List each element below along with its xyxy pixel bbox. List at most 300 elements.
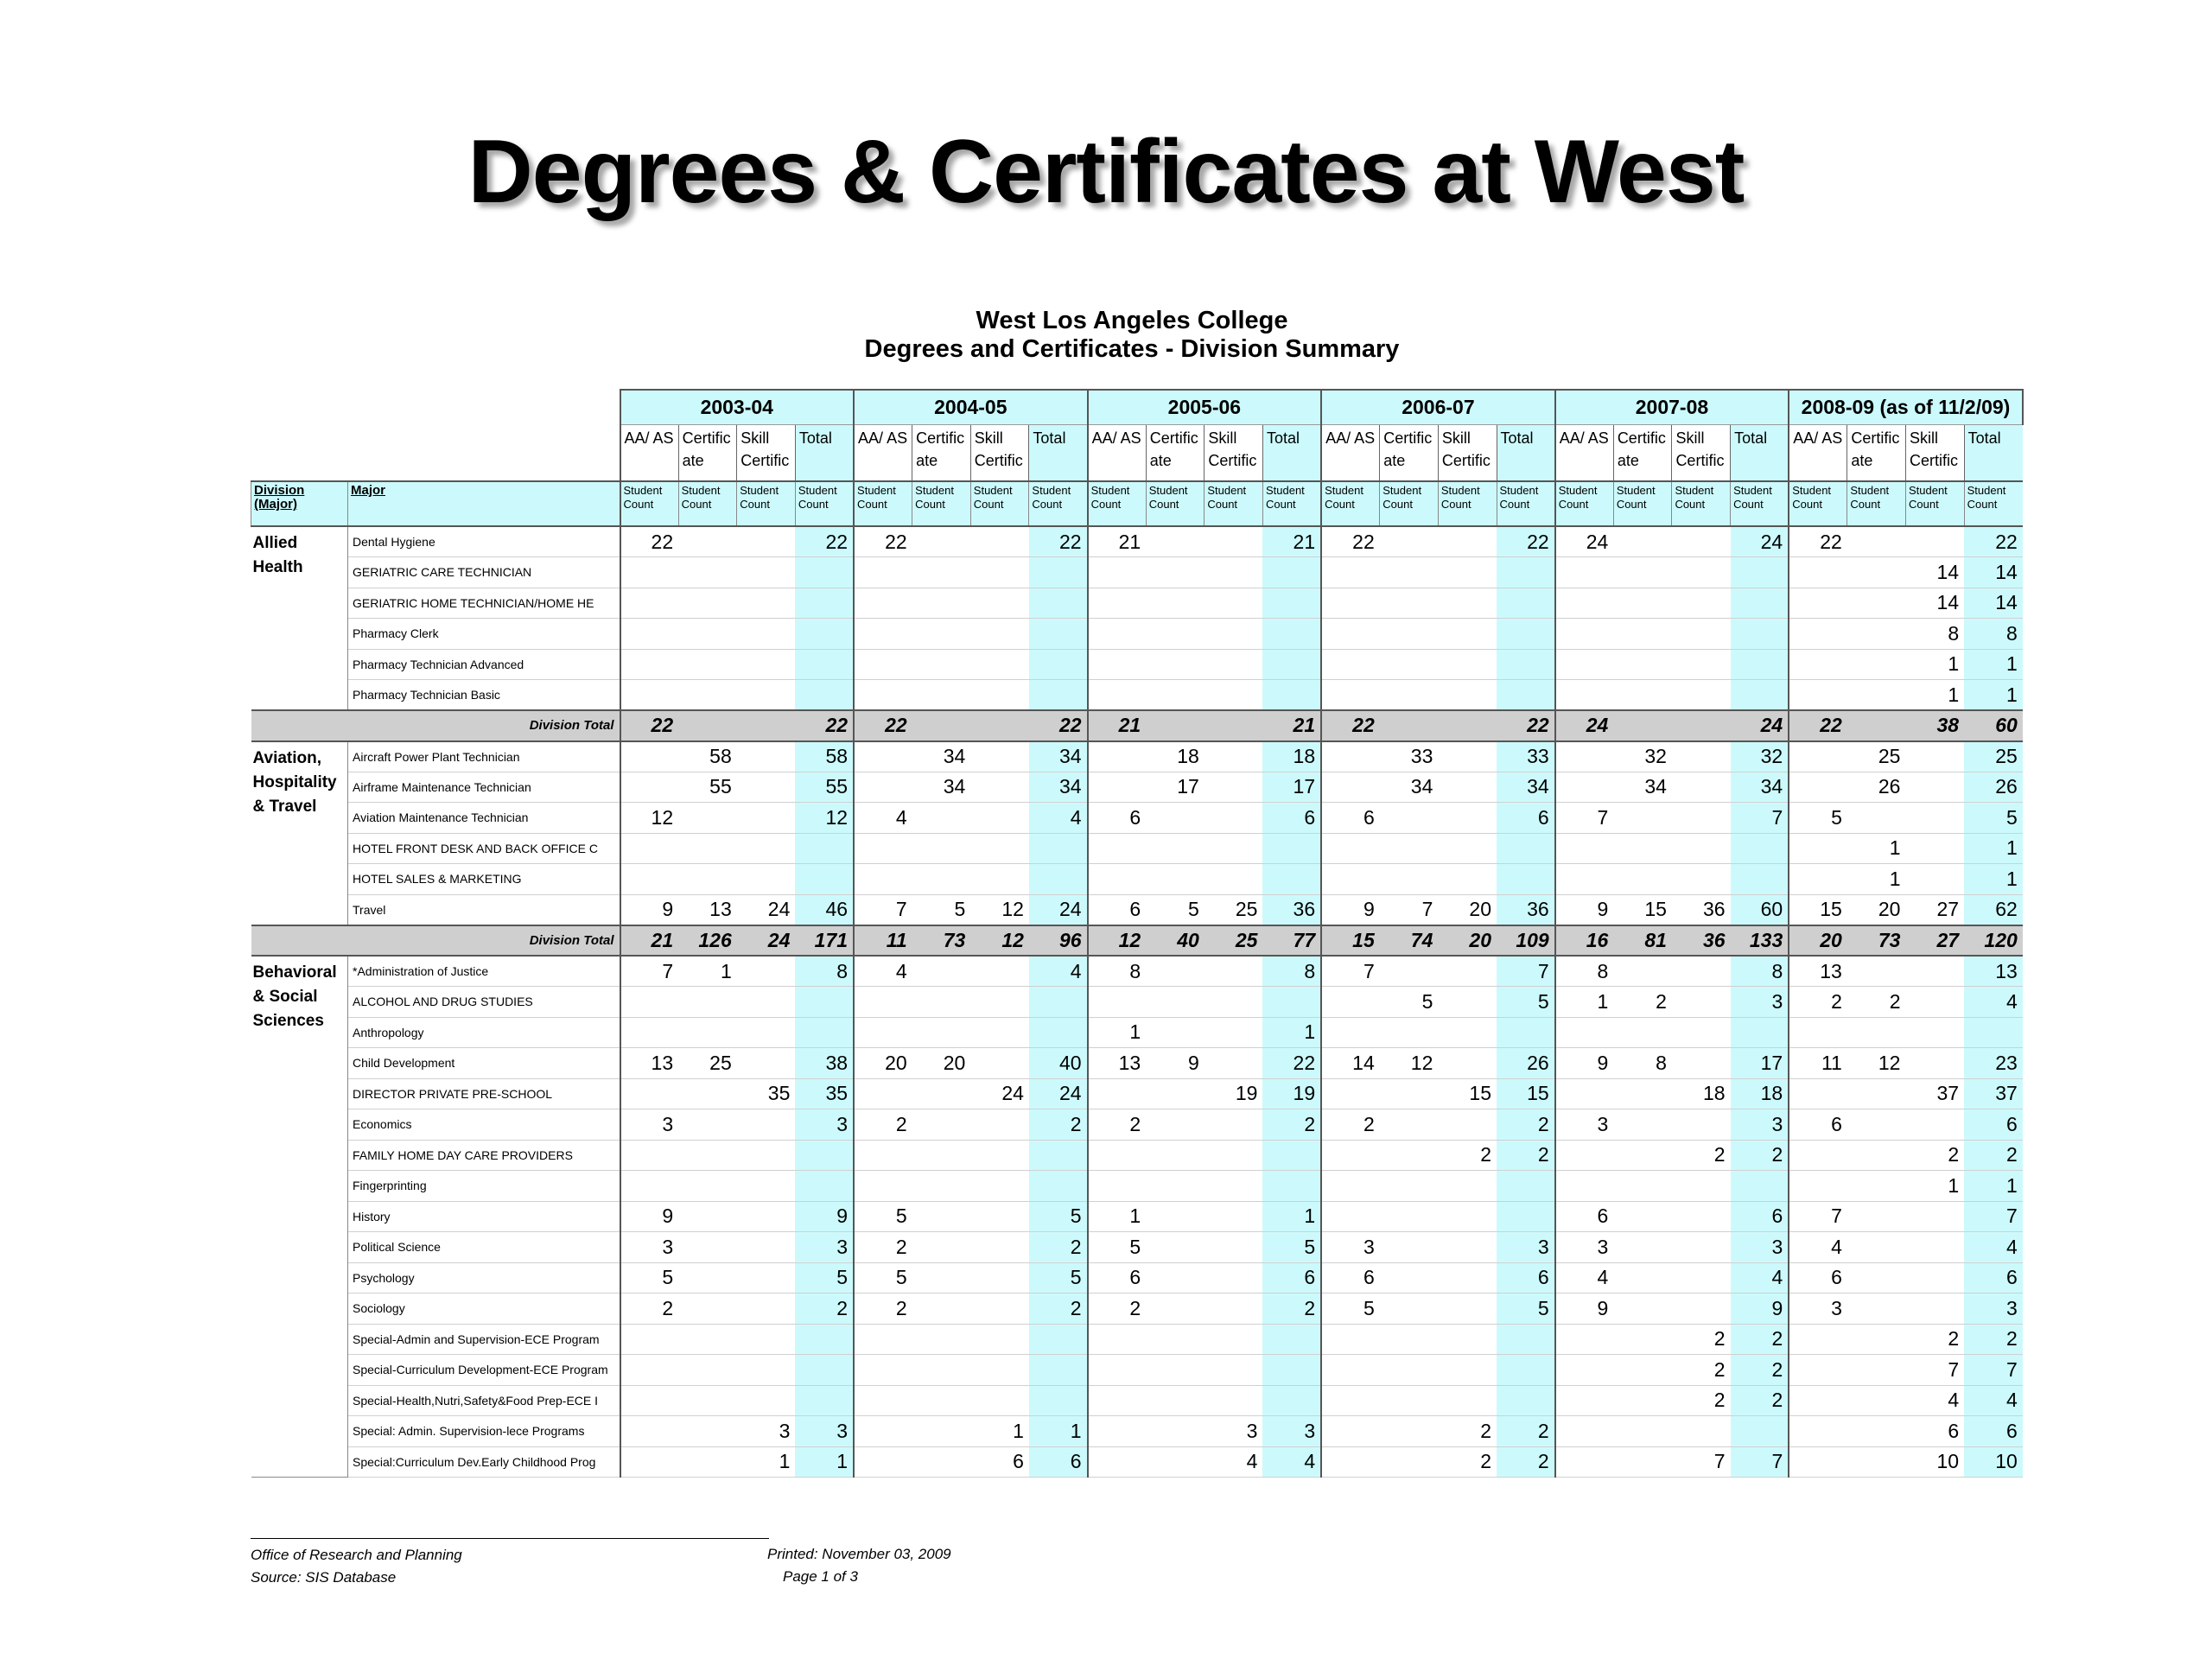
award-type-header: Skill Certific: [1905, 424, 1964, 481]
total-cell: [795, 833, 854, 864]
division-total-cell: 15: [1321, 925, 1380, 957]
total-cell: 1: [1964, 680, 2023, 711]
count-cell: [678, 1171, 737, 1202]
count-cell: [1613, 1262, 1672, 1294]
total-cell: 1: [1029, 1416, 1088, 1447]
division-total-cell: 60: [1964, 710, 2023, 741]
count-cell: [620, 680, 679, 711]
count-cell: [1380, 864, 1439, 895]
count-cell: [1905, 1048, 1964, 1079]
division-name: Behavioral & Social Sciences: [251, 956, 348, 1478]
count-cell: [1905, 1262, 1964, 1294]
major-name: Dental Hygiene: [348, 526, 620, 557]
count-cell: [1905, 741, 1964, 772]
total-cell: 3: [795, 1109, 854, 1141]
count-cell: [854, 649, 912, 680]
total-cell: 1: [1964, 1171, 2023, 1202]
count-cell: 24: [1555, 526, 1614, 557]
count-cell: 6: [1321, 803, 1380, 834]
total-cell: [1731, 619, 1789, 650]
count-cell: 27: [1905, 894, 1964, 925]
total-cell: 6: [1497, 1262, 1555, 1294]
total-cell: [1497, 588, 1555, 619]
count-cell: [1088, 741, 1147, 772]
count-cell: 37: [1905, 1078, 1964, 1109]
count-cell: [1205, 803, 1263, 834]
count-cell: 22: [1321, 526, 1380, 557]
total-cell: 40: [1029, 1048, 1088, 1079]
division-total-spacer: [251, 925, 348, 957]
count-cell: [1438, 1324, 1497, 1355]
total-cell: 7: [1964, 1355, 2023, 1386]
count-cell: 1: [1847, 833, 1906, 864]
table-row: [251, 803, 2023, 834]
count-cell: [620, 1446, 679, 1478]
count-cell: 6: [1555, 1201, 1614, 1232]
count-cell: [737, 772, 796, 803]
count-cell: [1613, 1017, 1672, 1048]
count-cell: 7: [1555, 803, 1614, 834]
count-cell: [1672, 1294, 1731, 1325]
table-row: [251, 1262, 2023, 1294]
count-cell: 35: [737, 1078, 796, 1109]
count-cell: [1438, 1385, 1497, 1416]
count-cell: 2: [1789, 987, 1847, 1018]
total-cell: 4: [1964, 987, 2023, 1018]
award-type-header: Skill Certific: [1438, 424, 1497, 481]
count-cell: [1847, 1109, 1906, 1141]
award-type-header: Skill Certific: [970, 424, 1029, 481]
count-cell: 2: [1438, 1416, 1497, 1447]
count-cell: [620, 649, 679, 680]
award-type-header: AA/ AS: [1555, 424, 1614, 481]
count-cell: [678, 1078, 737, 1109]
count-cell: [1613, 680, 1672, 711]
count-cell: 2: [1088, 1294, 1147, 1325]
count-cell: 5: [854, 1201, 912, 1232]
count-cell: [970, 1385, 1029, 1416]
total-cell: [1262, 557, 1321, 588]
major-name: Special-Health,Nutri,Safety&Food Prep-ECE I: [348, 1385, 620, 1416]
count-cell: [1146, 833, 1205, 864]
count-cell: [1146, 557, 1205, 588]
count-cell: [1905, 1109, 1964, 1141]
count-cell: [1380, 1385, 1439, 1416]
count-cell: [737, 557, 796, 588]
total-cell: 8: [1731, 956, 1789, 987]
count-cell: [970, 833, 1029, 864]
total-cell: 6: [1964, 1262, 2023, 1294]
count-cell: [1321, 833, 1380, 864]
count-cell: 2: [1905, 1140, 1964, 1171]
footer-print-info: [767, 1538, 951, 1588]
total-cell: 2: [1964, 1324, 2023, 1355]
division-total-cell: [678, 710, 737, 741]
total-cell: [1262, 1324, 1321, 1355]
count-cell: [620, 1324, 679, 1355]
student-count-header: Student Count: [1672, 481, 1731, 526]
count-cell: [1321, 1355, 1380, 1386]
table-row: [251, 1078, 2023, 1109]
award-type-header: Skill Certific: [1205, 424, 1263, 481]
count-cell: [1555, 1171, 1614, 1202]
count-cell: [737, 956, 796, 987]
total-cell: 4: [1964, 1385, 2023, 1416]
count-cell: [1672, 987, 1731, 1018]
count-cell: 15: [1613, 894, 1672, 925]
award-type-header: Certific ate: [678, 424, 737, 481]
count-cell: [1672, 1017, 1731, 1048]
count-cell: [1321, 1416, 1380, 1447]
count-cell: [1672, 1232, 1731, 1263]
count-cell: [678, 1140, 737, 1171]
count-cell: [1088, 680, 1147, 711]
count-cell: [678, 1017, 737, 1048]
table-row: [251, 619, 2023, 650]
count-cell: [1438, 649, 1497, 680]
total-cell: [795, 619, 854, 650]
count-cell: [1205, 1385, 1263, 1416]
count-cell: [1613, 1324, 1672, 1355]
count-cell: [1205, 1324, 1263, 1355]
total-cell: 6: [1964, 1416, 2023, 1447]
award-type-header: Certific ate: [1847, 424, 1906, 481]
table-row: [251, 1385, 2023, 1416]
count-cell: 14: [1321, 1048, 1380, 1079]
count-cell: 20: [1847, 894, 1906, 925]
count-cell: [970, 1324, 1029, 1355]
division-total-cell: 77: [1262, 925, 1321, 957]
count-cell: [1789, 557, 1847, 588]
count-cell: [678, 1385, 737, 1416]
count-cell: 1: [1088, 1017, 1147, 1048]
division-total-spacer: [251, 710, 348, 741]
count-cell: [1321, 987, 1380, 1018]
total-cell: 34: [1029, 772, 1088, 803]
major-name: GERIATRIC HOME TECHNICIAN/HOME HE: [348, 588, 620, 619]
count-cell: [1146, 1355, 1205, 1386]
count-cell: [854, 1385, 912, 1416]
total-cell: 2: [1731, 1355, 1789, 1386]
student-count-header: Student Count: [1438, 481, 1497, 526]
count-cell: [854, 1355, 912, 1386]
count-cell: [678, 526, 737, 557]
count-cell: [970, 1140, 1029, 1171]
major-name: Psychology: [348, 1262, 620, 1294]
division-total-cell: 16: [1555, 925, 1614, 957]
count-cell: [912, 1171, 971, 1202]
count-cell: [737, 1171, 796, 1202]
count-cell: [1672, 526, 1731, 557]
count-cell: [1438, 588, 1497, 619]
count-cell: 5: [1789, 803, 1847, 834]
total-cell: 58: [795, 741, 854, 772]
total-cell: 35: [795, 1078, 854, 1109]
count-cell: [912, 619, 971, 650]
count-cell: 6: [1321, 1262, 1380, 1294]
total-cell: 2: [1029, 1294, 1088, 1325]
table-row: [251, 772, 2023, 803]
student-count-header: Student Count: [1262, 481, 1321, 526]
count-cell: 4: [1905, 1385, 1964, 1416]
major-name: ALCOHOL AND DRUG STUDIES: [348, 987, 620, 1018]
count-cell: [737, 864, 796, 895]
count-cell: [1380, 588, 1439, 619]
count-cell: [1321, 1171, 1380, 1202]
major-name: *Administration of Justice: [348, 956, 620, 987]
total-cell: 4: [1964, 1232, 2023, 1263]
count-cell: 6: [1789, 1109, 1847, 1141]
total-cell: [1497, 680, 1555, 711]
division-total-cell: 73: [912, 925, 971, 957]
count-cell: [1613, 1416, 1672, 1447]
count-cell: [1380, 833, 1439, 864]
count-cell: [1672, 803, 1731, 834]
table-row: [251, 1324, 2023, 1355]
count-cell: 19: [1205, 1078, 1263, 1109]
count-cell: [737, 987, 796, 1018]
count-cell: [1847, 1446, 1906, 1478]
division-total-cell: [1613, 710, 1672, 741]
count-cell: [678, 987, 737, 1018]
total-cell: 5: [1964, 803, 2023, 834]
count-cell: [1088, 833, 1147, 864]
total-cell: [795, 557, 854, 588]
count-cell: [1146, 1416, 1205, 1447]
count-cell: [1088, 1385, 1147, 1416]
division-total-cell: [1847, 710, 1906, 741]
count-cell: [1205, 1017, 1263, 1048]
footer-page-number: Page 1 of 3: [783, 1568, 858, 1585]
major-name: Fingerprinting: [348, 1171, 620, 1202]
count-cell: [737, 1017, 796, 1048]
count-cell: 12: [1847, 1048, 1906, 1079]
total-cell: 26: [1964, 772, 2023, 803]
total-cell: [1731, 1017, 1789, 1048]
total-cell: [1731, 680, 1789, 711]
count-cell: [1847, 557, 1906, 588]
total-cell: [1964, 1017, 2023, 1048]
total-cell: 62: [1964, 894, 2023, 925]
count-cell: [1789, 588, 1847, 619]
total-cell: 15: [1497, 1078, 1555, 1109]
count-cell: 22: [620, 526, 679, 557]
count-cell: [620, 1416, 679, 1447]
major-name: Special: Admin. Supervision-lece Programs: [348, 1416, 620, 1447]
count-cell: [1205, 1355, 1263, 1386]
table-row: [251, 1294, 2023, 1325]
count-cell: [737, 741, 796, 772]
count-cell: [1146, 1232, 1205, 1263]
count-cell: 32: [1613, 741, 1672, 772]
count-cell: [1205, 987, 1263, 1018]
count-cell: 20: [854, 1048, 912, 1079]
count-cell: [1088, 557, 1147, 588]
total-cell: 6: [1262, 803, 1321, 834]
division-total-cell: 22: [1321, 710, 1380, 741]
count-cell: [1146, 1446, 1205, 1478]
division-total-cell: [1380, 710, 1439, 741]
count-cell: [912, 1355, 971, 1386]
total-cell: 13: [1964, 956, 2023, 987]
count-cell: 20: [912, 1048, 971, 1079]
count-cell: 3: [1321, 1232, 1380, 1263]
award-type-header: Certific ate: [1146, 424, 1205, 481]
count-cell: [1613, 526, 1672, 557]
division-total-cell: [1205, 710, 1263, 741]
count-cell: [1672, 741, 1731, 772]
count-cell: [1088, 1355, 1147, 1386]
count-cell: [1438, 1201, 1497, 1232]
count-cell: [1438, 1262, 1497, 1294]
total-cell: 1: [1964, 833, 2023, 864]
count-cell: [1205, 1048, 1263, 1079]
total-cell: 12: [795, 803, 854, 834]
count-cell: [1613, 588, 1672, 619]
major-name: HOTEL SALES & MARKETING: [348, 864, 620, 895]
student-count-header: Student Count: [1555, 481, 1614, 526]
count-cell: [1380, 619, 1439, 650]
count-cell: [1847, 1078, 1906, 1109]
count-cell: [1146, 1294, 1205, 1325]
count-cell: [737, 680, 796, 711]
total-cell: 17: [1731, 1048, 1789, 1079]
total-cell: 34: [1731, 772, 1789, 803]
total-cell: [1497, 649, 1555, 680]
count-cell: [737, 619, 796, 650]
award-type-header-row: [251, 424, 2023, 481]
student-count-header: Student Count: [1731, 481, 1789, 526]
count-cell: [1380, 557, 1439, 588]
total-cell: 1: [795, 1446, 854, 1478]
count-cell: [737, 1294, 796, 1325]
count-cell: [678, 864, 737, 895]
division-total-cell: 22: [620, 710, 679, 741]
count-cell: [854, 1324, 912, 1355]
total-cell: [795, 1017, 854, 1048]
count-cell: [737, 833, 796, 864]
count-cell: [1613, 864, 1672, 895]
division-total-cell: 24: [737, 925, 796, 957]
division-total-cell: 73: [1847, 925, 1906, 957]
count-cell: 15: [1438, 1078, 1497, 1109]
student-count-header: Student Count: [1205, 481, 1263, 526]
count-cell: [1789, 1355, 1847, 1386]
count-cell: 1: [1905, 680, 1964, 711]
count-cell: 8: [1905, 619, 1964, 650]
division-total-cell: 22: [854, 710, 912, 741]
count-cell: [912, 1294, 971, 1325]
count-cell: [620, 1171, 679, 1202]
total-cell: [1262, 987, 1321, 1018]
count-cell: 34: [1613, 772, 1672, 803]
count-cell: [737, 1355, 796, 1386]
division-total-cell: 171: [795, 925, 854, 957]
total-cell: 2: [1497, 1416, 1555, 1447]
total-cell: [795, 1355, 854, 1386]
report-title-line1: West Los Angeles College: [976, 307, 1288, 334]
count-cell: [1438, 1171, 1497, 1202]
count-cell: [1613, 1201, 1672, 1232]
count-cell: 11: [1789, 1048, 1847, 1079]
count-cell: 9: [1555, 894, 1614, 925]
count-cell: [854, 741, 912, 772]
count-cell: [678, 649, 737, 680]
count-cell: 22: [1789, 526, 1847, 557]
count-cell: 12: [1380, 1048, 1439, 1079]
count-cell: [737, 1140, 796, 1171]
count-cell: 3: [737, 1416, 796, 1447]
count-cell: [912, 1232, 971, 1263]
total-cell: 4: [1029, 956, 1088, 987]
count-cell: [1380, 1324, 1439, 1355]
total-cell: [1497, 1017, 1555, 1048]
count-cell: 5: [854, 1262, 912, 1294]
division-total-cell: [1672, 710, 1731, 741]
total-cell: 5: [1029, 1201, 1088, 1232]
count-cell: [678, 680, 737, 711]
count-cell: [1321, 619, 1380, 650]
total-cell: 2: [1497, 1140, 1555, 1171]
count-cell: [1847, 649, 1906, 680]
count-cell: [1438, 557, 1497, 588]
division-total-cell: 20: [1789, 925, 1847, 957]
count-cell: [1905, 864, 1964, 895]
total-cell: [795, 987, 854, 1018]
total-cell: [1029, 680, 1088, 711]
count-cell: [1380, 1262, 1439, 1294]
count-cell: [620, 557, 679, 588]
award-type-header: Skill Certific: [737, 424, 796, 481]
slide-title: Degrees & Certificates at West: [467, 122, 1745, 222]
table-row: [251, 680, 2023, 711]
count-cell: [1555, 1140, 1614, 1171]
count-cell: [970, 588, 1029, 619]
total-cell: [1262, 864, 1321, 895]
total-cell: [1029, 619, 1088, 650]
count-cell: [912, 526, 971, 557]
count-cell: 2: [1672, 1385, 1731, 1416]
count-cell: 12: [970, 894, 1029, 925]
count-cell: [1847, 1201, 1906, 1232]
count-cell: [620, 1078, 679, 1109]
count-cell: [970, 741, 1029, 772]
count-cell: [737, 1048, 796, 1079]
count-cell: [1672, 1171, 1731, 1202]
total-cell: 6: [1731, 1201, 1789, 1232]
table-row: [251, 1171, 2023, 1202]
total-cell: 3: [1731, 1232, 1789, 1263]
count-cell: [1380, 1140, 1439, 1171]
count-cell: [912, 1262, 971, 1294]
total-cell: [795, 864, 854, 895]
student-count-header: Student Count: [854, 481, 912, 526]
count-cell: [1088, 1171, 1147, 1202]
count-cell: 7: [854, 894, 912, 925]
count-cell: [1321, 1324, 1380, 1355]
count-cell: [1905, 1232, 1964, 1263]
count-cell: 2: [1088, 1109, 1147, 1141]
count-cell: [1438, 772, 1497, 803]
count-cell: [912, 1385, 971, 1416]
student-count-header: Student Count: [1380, 481, 1439, 526]
count-cell: [737, 588, 796, 619]
count-cell: 3: [620, 1232, 679, 1263]
count-cell: [1380, 1171, 1439, 1202]
count-cell: [1847, 803, 1906, 834]
footer-printed: Printed: November 03, 2009: [767, 1546, 951, 1562]
count-cell: [854, 1140, 912, 1171]
